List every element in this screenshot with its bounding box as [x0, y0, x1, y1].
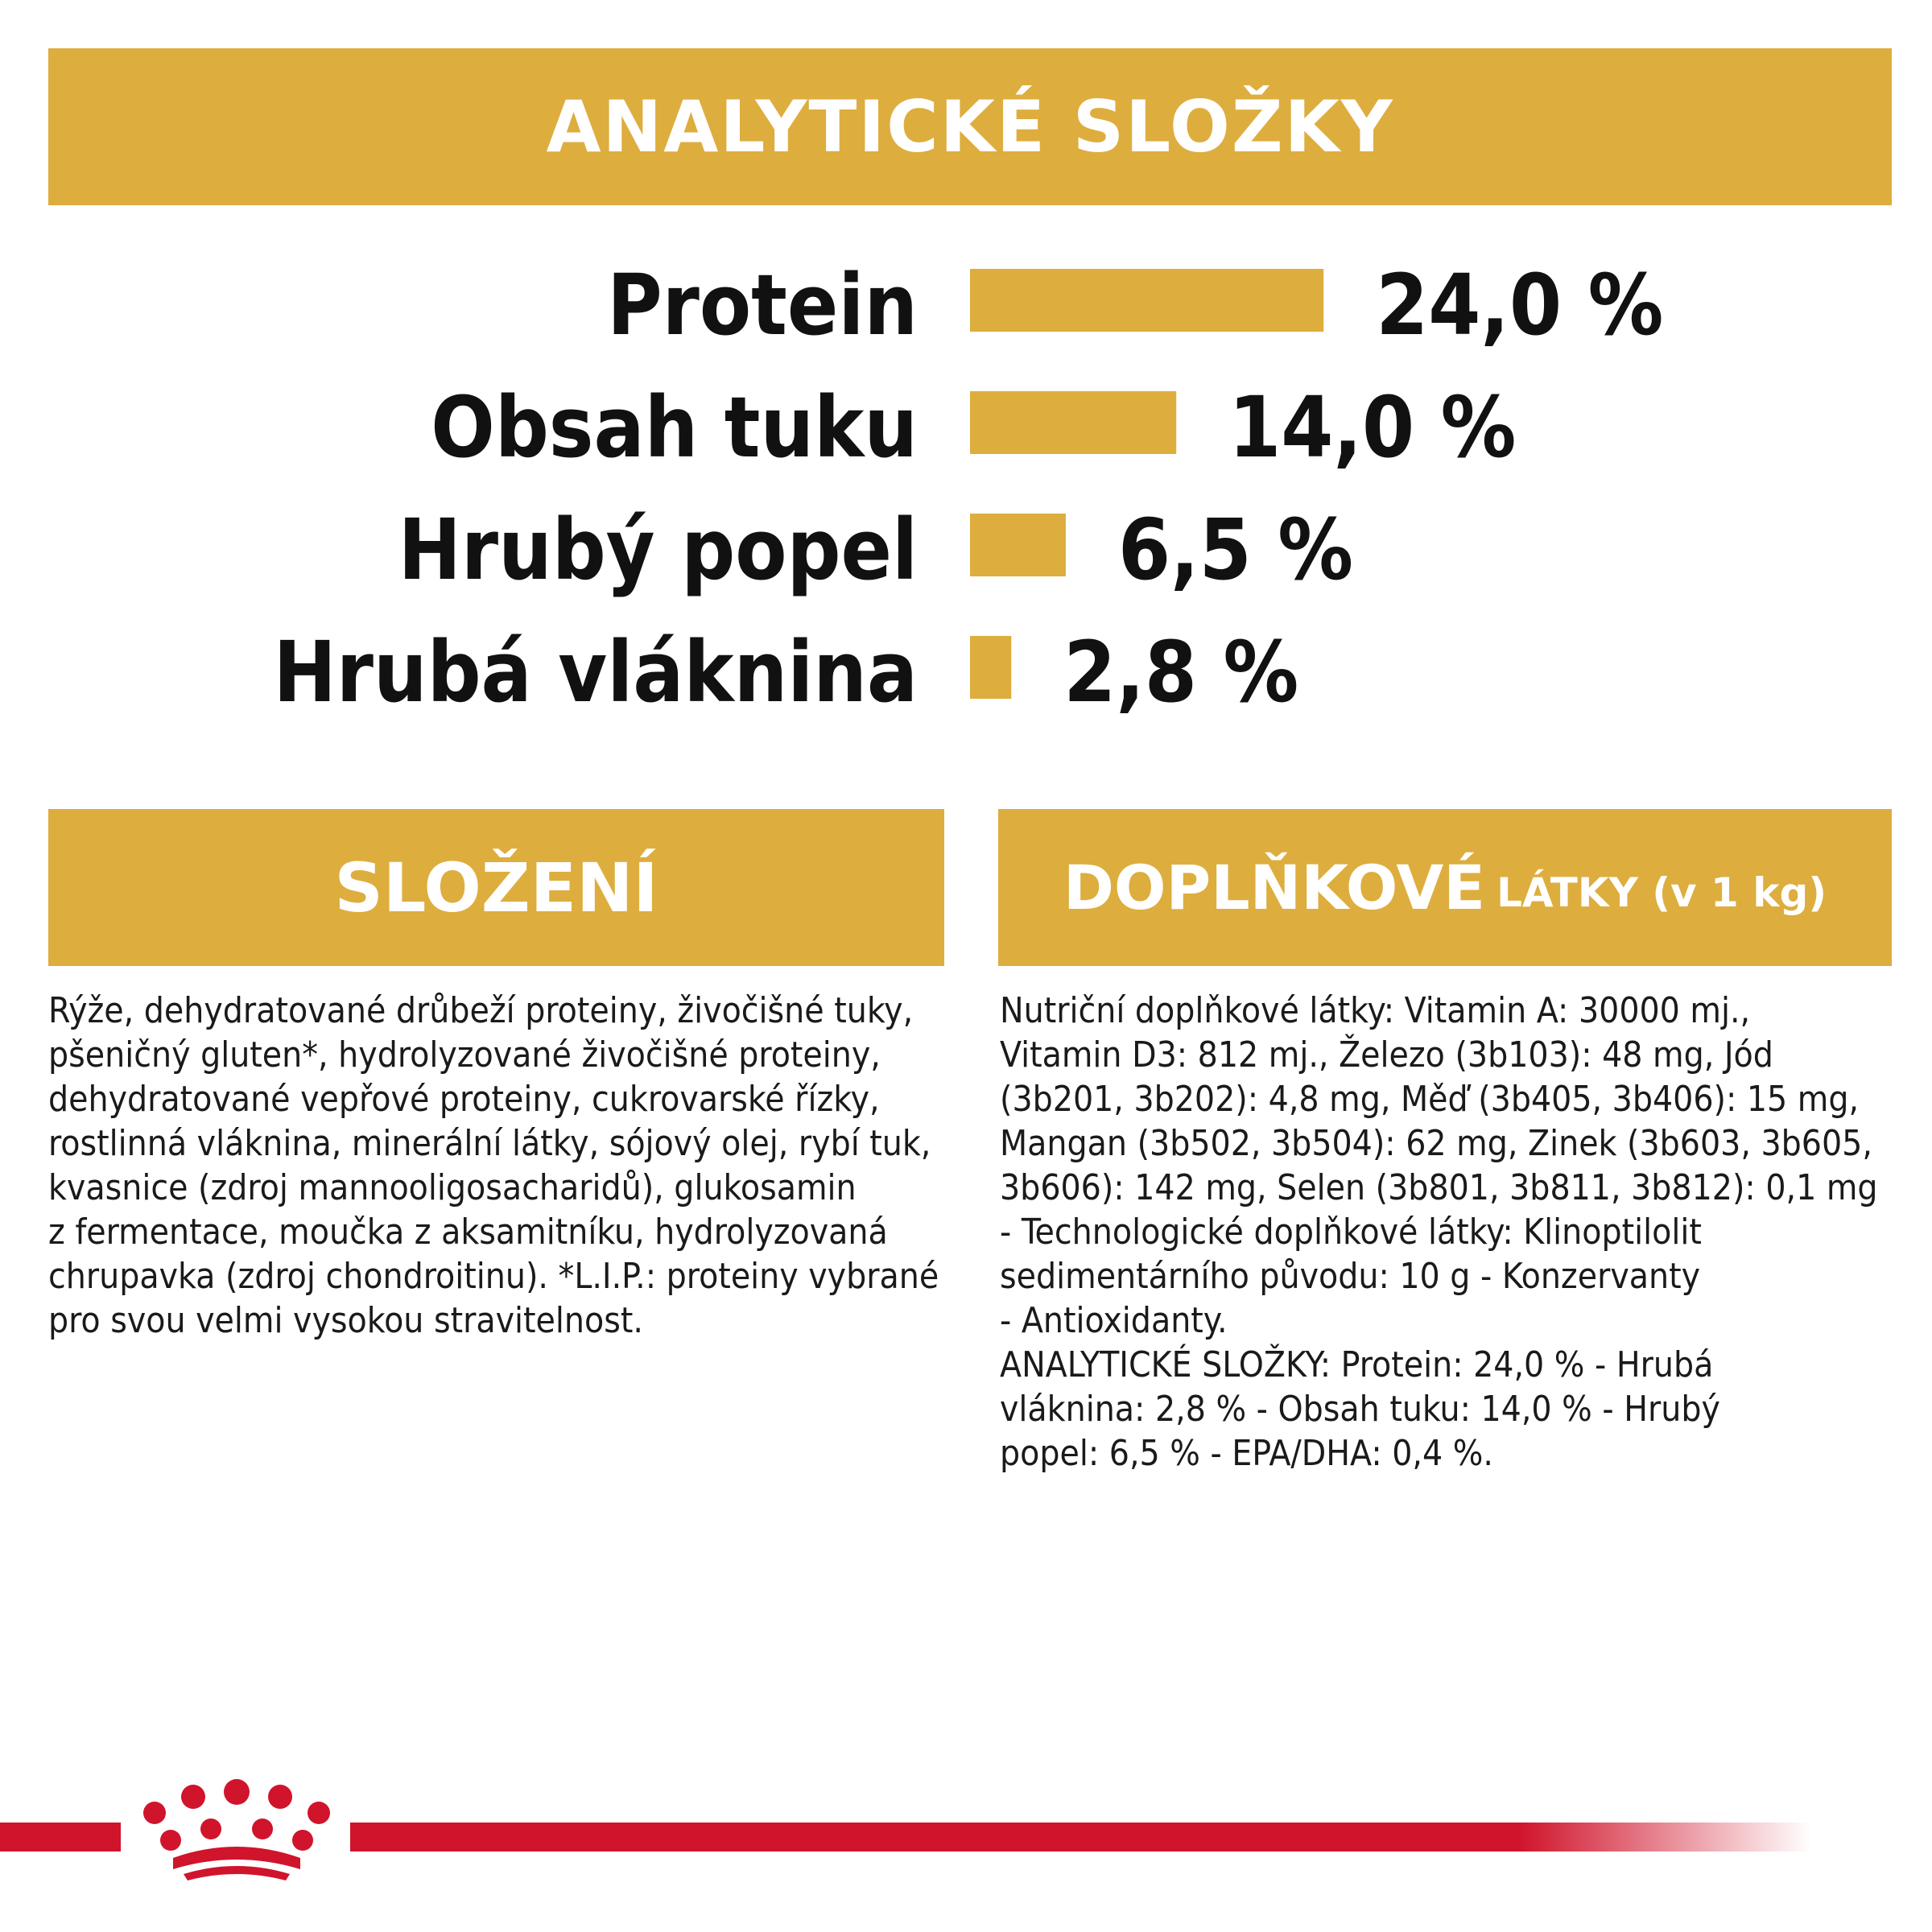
composition-title: SLOŽENÍ: [334, 848, 658, 927]
bar: [970, 636, 1011, 699]
additives-text: Nutriční doplňkové látky: Vitamin A: 30000 mj., Vitamin D3: 812 mj., Železo (3b103): 48 mg, Jód (3b201, 3b202): 4,8 mg, Měď (3b405, 3b406): 15 mg, Mangan (3b502, 3b504): 62 mg, Zinek (3b603, 3b605, 3b606): 142 mg, Selen (3b801, 3b811, 3b812): 0,1 mg - Technologické doplňkové látky: Klinoptilolit sedimentárního původu: 10 g - Konzervanty - Antioxidanty. ANALYTICKÉ SLOŽKY: Protein: 24,0 % - Hrubá vláknina: 2,8 % - Obsah tuku: 14,0 % - Hrubý popel: 6,5 % - EPA/DHA: 0,4 %.: [1000, 990, 1878, 1474]
page-title: ANALYTICKÉ SLOŽKY: [546, 85, 1394, 168]
additives-title: DOPLŇKOVÉ: [1063, 852, 1486, 923]
additives-title-suffix: LÁTKY (v 1 kg): [1496, 869, 1827, 916]
nutrient-bar-chart: [0, 258, 1932, 773]
footer-line-left: [0, 1823, 121, 1852]
category-label: Hrubá vláknina: [273, 623, 918, 721]
bar: [970, 514, 1066, 576]
header-banner: [48, 48, 1892, 205]
crown-icon: [143, 1779, 330, 1880]
composition-banner: [48, 809, 944, 966]
category-label: Obsah tuku: [431, 378, 918, 477]
composition-text: Rýže, dehydratované drůbeží proteiny, živočišné tuky, pšeničný gluten*, hydrolyzované živočišné proteiny, dehydratované vepřové proteiny, cukrovarské řízky, rostlinná vláknina, minerální látky, sójový olej, rybí tuk, kvasnice (zdroj mannooligosacharidů), glukosamin z fermentace, moučka z aksamitníku, hydrolyzovaná chrupavka (zdroj chondroitinu). *L.I.P.: proteiny vybrané pro svou velmi vysokou stravitelnost.: [48, 990, 939, 1341]
bar: [970, 269, 1323, 332]
value-label: 2,8 %: [1063, 623, 1299, 721]
category-label: Protein: [607, 258, 918, 354]
footer-line-right: [350, 1823, 1811, 1852]
footer-brand-strip: [0, 1771, 1932, 1884]
value-label: 6,5 %: [1117, 501, 1353, 599]
value-label: 24,0 %: [1376, 258, 1664, 354]
category-label: Hrubý popel: [398, 501, 918, 599]
additives-banner: [998, 809, 1892, 966]
bar: [970, 391, 1176, 454]
value-label: 14,0 %: [1228, 378, 1517, 477]
